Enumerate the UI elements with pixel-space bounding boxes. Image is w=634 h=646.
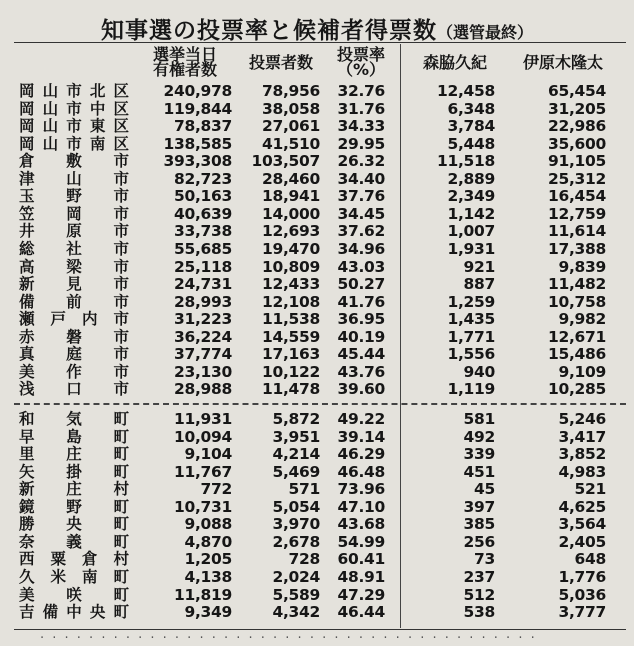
cell-voters: 36,224 <box>173 327 232 346</box>
cell-voters: 10,731 <box>173 497 232 516</box>
cell-rate: 36.95 <box>337 310 385 329</box>
table-row <box>0 223 634 240</box>
cell-name: 新見市 <box>19 275 129 294</box>
cell-ballots: 11,538 <box>261 310 320 329</box>
cell-c2: 4,983 <box>558 462 606 481</box>
cell-c1: 6,348 <box>447 99 495 118</box>
table-row <box>0 464 634 481</box>
cell-rate: 47.10 <box>337 497 385 516</box>
cell-c1: 3,784 <box>447 117 495 136</box>
cell-c1: 2,889 <box>447 169 495 188</box>
table-row <box>0 329 634 346</box>
cell-rate: 34.33 <box>337 117 385 136</box>
bottom-rule <box>14 629 626 630</box>
cell-rate: 37.76 <box>337 187 385 206</box>
cell-c2: 10,285 <box>547 380 606 399</box>
cell-name: 玉野市 <box>19 187 129 206</box>
cell-name: 浅口市 <box>19 380 129 399</box>
cell-c1: 1,771 <box>447 327 495 346</box>
table-row <box>0 294 634 311</box>
cell-c1: 45 <box>474 480 495 499</box>
cell-ballots: 5,469 <box>272 462 320 481</box>
cell-rate: 48.91 <box>337 567 385 586</box>
cell-c2: 65,454 <box>547 82 606 100</box>
cell-c2: 3,417 <box>558 427 606 446</box>
cell-rate: 43.68 <box>337 515 385 534</box>
cell-voters: 28,988 <box>173 380 232 399</box>
cell-name: 奈義町 <box>19 532 129 551</box>
table-row <box>0 188 634 205</box>
cell-name: 総社市 <box>19 239 129 258</box>
cell-voters: 1,205 <box>184 550 232 569</box>
cell-c2: 11,614 <box>547 222 606 241</box>
cell-c1: 538 <box>463 603 495 622</box>
cell-name: 瀬戸内市 <box>19 310 129 329</box>
cell-name: 早島町 <box>19 427 129 446</box>
cell-voters: 23,130 <box>173 362 232 381</box>
cell-c2: 521 <box>574 480 606 499</box>
table-row <box>0 346 634 363</box>
cell-ballots: 2,024 <box>272 567 320 586</box>
cell-ballots: 78,956 <box>261 82 320 100</box>
cell-name: 美作市 <box>19 362 129 381</box>
cell-c1: 1,142 <box>447 204 495 223</box>
cell-ballots: 12,693 <box>261 222 320 241</box>
cell-name: 里庄町 <box>19 445 129 464</box>
table-row <box>0 381 634 398</box>
cell-voters: 24,731 <box>173 275 232 294</box>
cell-ballots: 4,342 <box>272 603 320 622</box>
cell-name: 岡山市南区 <box>19 134 129 153</box>
cell-rate: 47.29 <box>337 585 385 604</box>
header-candidate-2: 伊原木隆太 <box>522 53 603 72</box>
cell-ballots: 11,478 <box>261 380 320 399</box>
cell-c2: 25,312 <box>547 169 606 188</box>
cell-c1: 581 <box>463 410 495 428</box>
cell-ballots: 12,433 <box>261 275 320 294</box>
table-row <box>0 153 634 170</box>
table-row <box>0 516 634 533</box>
cell-rate: 43.03 <box>337 257 385 276</box>
cell-c1: 512 <box>463 585 495 604</box>
cell-name: 和気町 <box>19 410 129 428</box>
cell-c2: 9,109 <box>558 362 606 381</box>
header-rate: 投票率 （%） <box>336 45 386 79</box>
cell-name: 岡山市中区 <box>19 99 129 118</box>
table-row <box>0 241 634 258</box>
cell-name: 鏡野町 <box>19 497 129 516</box>
cell-ballots: 5,872 <box>272 410 320 428</box>
cell-c2: 9,839 <box>558 257 606 276</box>
cell-voters: 11,931 <box>173 410 232 428</box>
cell-ballots: 2,678 <box>272 532 320 551</box>
cell-rate: 39.14 <box>337 427 385 446</box>
cell-c1: 5,448 <box>447 134 495 153</box>
cell-voters: 4,870 <box>184 532 232 551</box>
cell-voters: 9,088 <box>184 515 232 534</box>
cell-rate: 60.41 <box>337 550 385 569</box>
cell-voters: 10,094 <box>173 427 232 446</box>
cell-c1: 339 <box>463 445 495 464</box>
table-row <box>0 101 634 118</box>
cell-name: 勝央町 <box>19 515 129 534</box>
cell-rate: 46.29 <box>337 445 385 464</box>
cell-c2: 648 <box>574 550 606 569</box>
table-row <box>0 569 634 586</box>
top-rule <box>14 42 626 43</box>
cell-name: 赤磐市 <box>19 327 129 346</box>
cell-name: 岡山市北区 <box>19 82 129 100</box>
cell-ballots: 571 <box>288 480 320 499</box>
cell-c2: 11,482 <box>547 275 606 294</box>
cell-rate: 54.99 <box>337 532 385 551</box>
cell-voters: 138,585 <box>163 134 232 153</box>
cell-ballots: 728 <box>288 550 320 569</box>
cell-ballots: 14,559 <box>261 327 320 346</box>
cell-c1: 940 <box>463 362 495 381</box>
cell-voters: 40,639 <box>173 204 232 223</box>
cell-voters: 33,738 <box>173 222 232 241</box>
cell-rate: 29.95 <box>337 134 385 153</box>
cell-name: 津山市 <box>19 169 129 188</box>
cell-c2: 91,105 <box>547 152 606 171</box>
cell-voters: 50,163 <box>173 187 232 206</box>
cell-c2: 5,036 <box>558 585 606 604</box>
cell-voters: 9,104 <box>184 445 232 464</box>
cell-rate: 32.76 <box>337 82 385 100</box>
cell-rate: 34.96 <box>337 239 385 258</box>
cell-c2: 22,986 <box>547 117 606 136</box>
table-row <box>0 311 634 328</box>
cell-c2: 5,246 <box>558 410 606 428</box>
cell-c2: 12,759 <box>547 204 606 223</box>
cell-rate: 34.40 <box>337 169 385 188</box>
table-row <box>0 136 634 153</box>
cell-c1: 73 <box>474 550 495 569</box>
table-row <box>0 446 634 463</box>
cell-rate: 46.44 <box>337 603 385 622</box>
cell-name: 高梁市 <box>19 257 129 276</box>
cell-ballots: 3,970 <box>272 515 320 534</box>
cell-rate: 49.22 <box>337 410 385 428</box>
cell-name: 矢掛町 <box>19 462 129 481</box>
header-ballots: 投票者数 <box>248 53 313 72</box>
cell-c2: 3,564 <box>558 515 606 534</box>
cell-c2: 3,777 <box>558 603 606 622</box>
cell-ballots: 5,054 <box>272 497 320 516</box>
cell-c1: 12,458 <box>436 82 495 100</box>
cell-voters: 25,118 <box>173 257 232 276</box>
table-row <box>0 587 634 604</box>
cell-rate: 73.96 <box>337 480 385 499</box>
cell-name: 久米南町 <box>19 567 129 586</box>
table-row <box>0 118 634 135</box>
cell-voters: 31,223 <box>173 310 232 329</box>
table-row <box>0 604 634 621</box>
table-row <box>0 259 634 276</box>
header-voters: 選挙当日 有権者数 <box>152 45 217 79</box>
cell-ballots: 27,061 <box>261 117 320 136</box>
cell-ballots: 103,507 <box>251 152 320 171</box>
cell-rate: 40.19 <box>337 327 385 346</box>
cell-voters: 393,308 <box>163 152 232 171</box>
cell-c1: 1,931 <box>447 239 495 258</box>
cell-voters: 4,138 <box>184 567 232 586</box>
cell-c1: 1,119 <box>447 380 495 399</box>
cell-rate: 37.62 <box>337 222 385 241</box>
cell-c1: 1,435 <box>447 310 495 329</box>
cell-voters: 11,819 <box>173 585 232 604</box>
cell-c2: 4,625 <box>558 497 606 516</box>
cell-name: 笠岡市 <box>19 204 129 223</box>
cell-c2: 31,205 <box>547 99 606 118</box>
table-title <box>0 12 634 45</box>
cell-c1: 887 <box>463 275 495 294</box>
cell-ballots: 10,122 <box>261 362 320 381</box>
cell-name: 倉敷市 <box>19 152 129 171</box>
cell-rate: 41.76 <box>337 292 385 311</box>
cell-c1: 397 <box>463 497 495 516</box>
cell-name: 新庄村 <box>19 480 129 499</box>
cell-voters: 11,767 <box>173 462 232 481</box>
cell-c1: 1,556 <box>447 345 495 364</box>
cell-voters: 82,723 <box>173 169 232 188</box>
cell-c1: 11,518 <box>436 152 495 171</box>
cell-voters: 240,978 <box>163 82 232 100</box>
title-text: 知事選の投票率と候補者得票数 <box>100 18 437 44</box>
cell-ballots: 18,941 <box>261 187 320 206</box>
cell-ballots: 38,058 <box>261 99 320 118</box>
cell-c1: 1,259 <box>447 292 495 311</box>
header-candidate-1: 森脇久紀 <box>422 53 487 72</box>
cell-c2: 12,671 <box>547 327 606 346</box>
cell-c1: 385 <box>463 515 495 534</box>
cell-c1: 451 <box>463 462 495 481</box>
cell-name: 岡山市東区 <box>19 117 129 136</box>
section-divider <box>14 403 626 405</box>
cell-name: 真庭市 <box>19 345 129 364</box>
cell-voters: 55,685 <box>173 239 232 258</box>
table-row <box>0 534 634 551</box>
table-row <box>0 499 634 516</box>
cell-ballots: 41,510 <box>261 134 320 153</box>
cell-ballots: 4,214 <box>272 445 320 464</box>
cell-rate: 31.76 <box>337 99 385 118</box>
cell-voters: 37,774 <box>173 345 232 364</box>
table-row <box>0 411 634 428</box>
cell-ballots: 19,470 <box>261 239 320 258</box>
cell-c1: 921 <box>463 257 495 276</box>
cell-c1: 1,007 <box>447 222 495 241</box>
cell-c2: 10,758 <box>547 292 606 311</box>
cell-ballots: 5,589 <box>272 585 320 604</box>
cell-voters: 78,837 <box>173 117 232 136</box>
cell-c2: 15,486 <box>547 345 606 364</box>
cell-voters: 9,349 <box>184 603 232 622</box>
cell-rate: 50.27 <box>337 275 385 294</box>
cell-rate: 34.45 <box>337 204 385 223</box>
cell-rate: 39.60 <box>337 380 385 399</box>
cell-c2: 17,388 <box>547 239 606 258</box>
cell-ballots: 14,000 <box>261 204 320 223</box>
cell-voters: 28,993 <box>173 292 232 311</box>
cell-ballots: 3,951 <box>272 427 320 446</box>
table-row <box>0 171 634 188</box>
cell-name: 西粟倉村 <box>19 550 129 569</box>
cell-c1: 256 <box>463 532 495 551</box>
cell-ballots: 17,163 <box>261 345 320 364</box>
cell-rate: 43.76 <box>337 362 385 381</box>
cell-name: 吉備中央町 <box>19 603 129 622</box>
cell-c1: 492 <box>463 427 495 446</box>
cell-c2: 16,454 <box>547 187 606 206</box>
cell-c1: 2,349 <box>447 187 495 206</box>
cell-c1: 237 <box>463 567 495 586</box>
cell-c2: 3,852 <box>558 445 606 464</box>
cell-c2: 35,600 <box>547 134 606 153</box>
cell-c2: 1,776 <box>558 567 606 586</box>
cell-c2: 9,982 <box>558 310 606 329</box>
cell-voters: 772 <box>200 480 232 499</box>
table-row <box>0 481 634 498</box>
cell-name: 井原市 <box>19 222 129 241</box>
table-row <box>0 364 634 381</box>
table-row <box>0 551 634 568</box>
title-source: （選管最終） <box>436 23 533 42</box>
cell-name: 美咲町 <box>19 585 129 604</box>
cell-ballots: 28,460 <box>261 169 320 188</box>
cut-off-row: · · · · · · · · · · · · · · · · · · · · · · · · · · · · · · · · · · · · · · · · · <box>40 631 537 646</box>
table-row <box>0 206 634 223</box>
cell-voters: 119,844 <box>163 99 232 118</box>
cell-rate: 46.48 <box>337 462 385 481</box>
cell-ballots: 10,809 <box>261 257 320 276</box>
cell-ballots: 12,108 <box>261 292 320 311</box>
table-row <box>0 276 634 293</box>
cell-rate: 45.44 <box>337 345 385 364</box>
table-row <box>0 429 634 446</box>
cell-c2: 2,405 <box>558 532 606 551</box>
table-row <box>0 83 634 100</box>
cell-rate: 26.32 <box>337 152 385 171</box>
cell-name: 備前市 <box>19 292 129 311</box>
